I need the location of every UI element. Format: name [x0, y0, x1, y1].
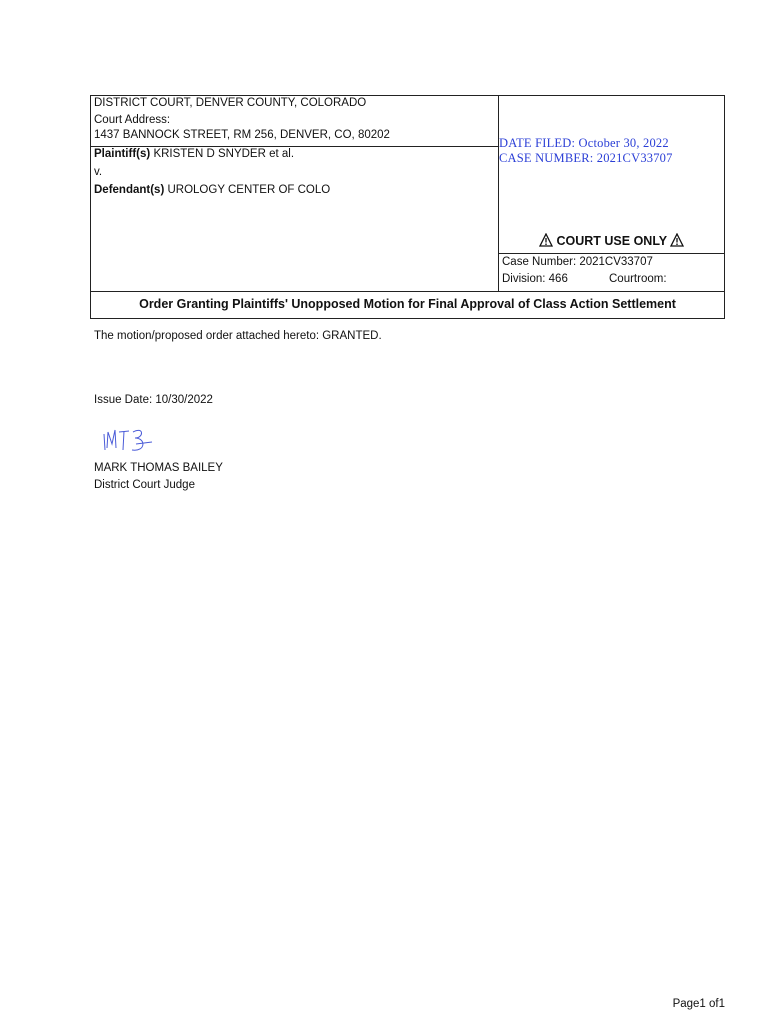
granted-statement: The motion/proposed order attached hereto: GRANTED. — [94, 330, 382, 342]
defendant-name: UROLOGY CENTER OF COLO — [167, 184, 331, 196]
page-number: Page1 of1 — [672, 998, 725, 1010]
warning-triangle-icon — [670, 233, 684, 250]
case-caption-box — [90, 95, 725, 319]
case-number: Case Number: 2021CV33707 — [502, 256, 653, 268]
versus: v. — [94, 166, 103, 178]
warning-triangle-icon — [539, 233, 553, 250]
court-address-label: Court Address: — [94, 114, 171, 126]
filing-stamp — [499, 136, 673, 166]
court-use-divider — [499, 253, 724, 254]
division: Division: 466 — [502, 273, 568, 285]
caption-divider — [91, 146, 499, 147]
plaintiff-name: KRISTEN D SNYDER et al. — [153, 148, 295, 160]
courtroom: Courtroom: — [609, 273, 667, 285]
court-use-only-heading — [539, 233, 684, 250]
judge-signature — [100, 420, 160, 461]
title-divider — [91, 291, 724, 292]
order-title: Order Granting Plaintiffs' Unopposed Motion for Final Approval of Class Action Settlement — [139, 297, 676, 311]
plaintiff-label: Plaintiff(s) — [94, 148, 151, 160]
court-name: DISTRICT COURT, DENVER COUNTY, COLORADO — [94, 97, 367, 109]
stamp-case-number: CASE NUMBER: 2021CV33707 — [499, 151, 673, 165]
court-use-only-label: COURT USE ONLY — [556, 234, 667, 248]
issue-date: Issue Date: 10/30/2022 — [94, 394, 213, 406]
date-filed: DATE FILED: October 30, 2022 — [499, 136, 669, 150]
caption-left-column — [91, 96, 499, 291]
defendant-line — [94, 184, 330, 196]
plaintiff-line — [94, 148, 294, 160]
judge-name: MARK THOMAS BAILEY — [94, 462, 223, 474]
judge-title: District Court Judge — [94, 479, 195, 491]
court-address: 1437 BANNOCK STREET, RM 256, DENVER, CO, 80202 — [94, 129, 390, 141]
defendant-label: Defendant(s) — [94, 184, 165, 196]
